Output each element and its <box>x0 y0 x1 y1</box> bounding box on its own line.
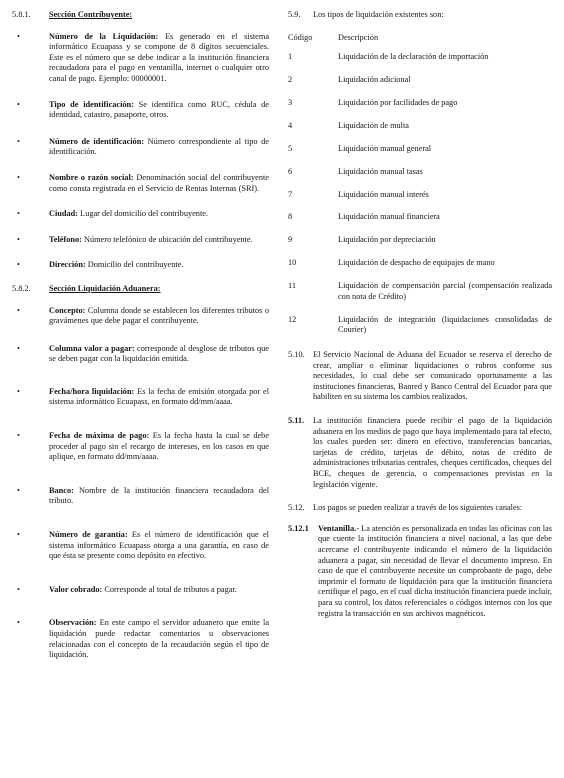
item-body: Domicilio del contribuyente. <box>85 260 184 270</box>
item-text <box>49 32 269 85</box>
item-term: Nombre o razón social: <box>49 172 134 182</box>
bullet-icon: • <box>17 305 20 315</box>
section-title: Sección Liquidación Aduanera: <box>49 283 161 293</box>
list-item <box>12 209 269 220</box>
bullet-icon: • <box>17 99 20 109</box>
item-body: corresponde al desglose de tributos que se deben pagar con la liquidación emitida. <box>49 343 269 364</box>
item-term: Dirección: <box>49 260 86 270</box>
description-cell: Liquidación manual tasas <box>338 166 423 176</box>
table-row <box>288 281 552 314</box>
table-row <box>288 212 552 235</box>
description-cell: Liquidación por depreciación <box>338 235 436 245</box>
table-header-row <box>288 33 552 53</box>
subparagraph-body: La atención es personalizada en todas las oficinas con las que cuente la institución financiera a nivel nacional, a las que debe acercarse el contribuyente indicando el número de la liquidación aduanera a pagar, sin necesidad de llevar el documento impreso. En caso de que el contribuyente necesite un comprobante de pago, debe imprimir el formato de liquidación para que la institución financiera certifique el pago, en el cual dicha institución financiera puede incluir, para su control, los datos referenciales o códigos internos con los que registra la transacción en sus archivos magnéticos. <box>318 523 552 618</box>
item-body: En este campo el servidor aduanero que emite la liquidación puede redactar comentarios u observaciones relacionadas con el concepto de la recaudación según el tipo de liquidación. <box>49 618 269 660</box>
code-cell: 1 <box>288 52 293 62</box>
code-cell: 4 <box>288 120 293 130</box>
description-cell: Liquidación de compensación parcial (compensación realizada con nota de Crédito) <box>338 281 552 301</box>
item-body: Es la fecha de emisión otorgada por el sistema informático Ecuapass, en formato dd/mm/aaaa. <box>49 386 269 407</box>
bullet-icon: • <box>17 584 20 594</box>
code-cell: 6 <box>288 166 293 176</box>
item-term: Número de la Liquidación: <box>49 31 159 41</box>
item-text <box>49 486 269 507</box>
item-term: Número de identificación: <box>49 136 145 146</box>
bullet-icon: • <box>17 485 20 495</box>
left-column <box>12 8 269 661</box>
list-item <box>12 306 269 327</box>
item-body: Es generado en el sistema informático Ecuapass y se compone de 8 dígitos secuenciales. Este es el número que se debe indicar a la institución financiera recaudadora para el pago en ventanilla, internet o cualquier otro canal de pago. Ejemplo: 00000001. <box>49 31 269 83</box>
item-text <box>49 585 269 596</box>
item-text <box>49 306 269 327</box>
section-tipos-heading <box>288 10 552 21</box>
bullet-icon: • <box>17 530 20 540</box>
section-title: Sección Contribuyente: <box>49 10 133 19</box>
item-body: Corresponde al total de tributos a pagar. <box>102 584 237 594</box>
paragraph-5-10 <box>288 350 552 403</box>
list-item <box>12 173 269 194</box>
list-item <box>12 100 269 121</box>
code-cell: 7 <box>288 189 293 199</box>
description-cell: Liquidación por facilidades de pago <box>338 97 458 107</box>
paragraph-5-11 <box>288 416 552 490</box>
header-code: Código <box>288 32 313 42</box>
paragraph-text: Los pagos se pueden realizar a través de los siguientes canales: <box>313 503 523 513</box>
list-item <box>12 235 269 246</box>
item-body: Es la fecha hasta la cual se debe proceder al pago sin el recargo de intereses, en los casos en que aplique, en formato dd/mm/aaaa. <box>49 431 269 462</box>
code-cell: 3 <box>288 97 293 107</box>
paragraph-text: El Servicio Nacional de Aduana del Ecuador se reserva el derecho de crear, ampliar o eliminar liquidaciones o rubros conforme sus necesidades, lo cual debe ser comunicado oportunamente a las instituciones financieras, Banred y Banco Central del Ecuador para que habiliten en su sistema los cambios realizados. <box>313 350 552 402</box>
item-body: Nombre de la institución financiera recaudadora del tributo. <box>49 485 269 506</box>
item-term: Banco: <box>49 485 74 495</box>
list-item <box>12 486 269 507</box>
item-term: Valor cobrado: <box>49 584 103 594</box>
item-text <box>49 173 269 194</box>
section-number: 5.8.1. <box>12 10 31 19</box>
item-term: Observación: <box>49 618 97 628</box>
item-body: Se identifica como RUC, cédula de identidad, catastro, pasaporte, otros. <box>49 99 269 120</box>
table-row <box>288 235 552 258</box>
table-row <box>288 75 552 98</box>
code-cell: 9 <box>288 235 293 245</box>
liquidacion-items-list <box>12 306 269 661</box>
item-body: Lugar del domicilio del contribuyente. <box>78 209 209 219</box>
item-text <box>49 137 269 158</box>
item-text <box>49 260 269 271</box>
item-term: Ciudad: <box>49 209 79 219</box>
table-row <box>288 52 552 75</box>
bullet-icon: • <box>17 234 20 244</box>
item-text <box>49 235 269 246</box>
contribuyente-items-list <box>12 32 269 271</box>
item-term: Columna valor a pagar: <box>49 343 135 353</box>
item-body: Es el número de identificación que el sistema informático Ecuapass otorga a una garantía, en caso de que ésta se presente como depósito en efectivo. <box>49 530 269 561</box>
item-term: Teléfono: <box>49 234 82 244</box>
code-cell: 11 <box>288 281 296 291</box>
item-term: Fecha de máxima de pago: <box>49 431 150 441</box>
item-text <box>49 387 269 408</box>
list-item <box>12 530 269 562</box>
code-cell: 12 <box>288 314 297 324</box>
bullet-icon: • <box>17 431 20 441</box>
section-contribuyente-heading <box>12 10 269 21</box>
table-row <box>288 190 552 213</box>
right-column <box>288 8 552 619</box>
table-row <box>288 167 552 190</box>
description-cell: Liquidación adicional <box>338 75 411 85</box>
section-liquidacion-heading <box>12 284 269 295</box>
item-text <box>49 209 269 220</box>
list-item <box>12 32 269 85</box>
table-row <box>288 98 552 121</box>
list-item <box>12 344 269 365</box>
paragraph-text: La institución financiera puede recibir el pago de la liquidación aduanera en los medios de pago que haya implementado para tal efecto, los cuales pueden ser: dinero en efectivo, transferencias bancarias, tarjetas de crédito, tarjetas de débito, notas de crédito de administraciones tributarias centrales, cheques certificados, cheques del BCE, cheques de gerencia, o compensaciones previstas en la legislación vigente. <box>313 416 552 489</box>
item-term: Número de garantía: <box>49 530 128 540</box>
list-item <box>12 387 269 408</box>
code-cell: 8 <box>288 212 293 222</box>
bullet-icon: • <box>17 209 20 219</box>
bullet-icon: • <box>17 136 20 146</box>
list-item <box>12 585 269 596</box>
bullet-icon: • <box>17 618 20 628</box>
description-cell: Liquidación de multa <box>338 120 409 130</box>
code-cell: 5 <box>288 143 293 153</box>
header-description: Descripción <box>338 32 379 42</box>
paragraph-number: 5.12. <box>288 503 305 513</box>
section-number: 5.9. <box>288 10 301 19</box>
item-text <box>49 344 269 365</box>
table-row <box>288 258 552 281</box>
item-body: Columna donde se establecen los diferentes tributos o gravámenes que debe pagar el contribuyente. <box>49 305 269 326</box>
section-number: 5.8.2. <box>12 283 31 293</box>
subparagraph-text <box>318 524 552 619</box>
paragraph-number: 5.11. <box>288 416 305 426</box>
bullet-icon: • <box>17 260 20 270</box>
item-text <box>49 530 269 562</box>
item-term: Concepto: <box>49 305 86 315</box>
liquidation-types-table <box>288 33 552 348</box>
bullet-icon: • <box>17 343 20 353</box>
description-cell: Liquidación manual interés <box>338 189 429 199</box>
table-row <box>288 144 552 167</box>
subparagraph-term: Ventanilla.- <box>318 523 359 533</box>
item-body: Número telefónico de ubicación del contribuyente. <box>81 234 253 244</box>
item-body: Denominación social del contribuyente como consta registrada en el Servicio de Rentas Internas (SRI). <box>49 172 269 193</box>
paragraph-number: 5.10. <box>288 350 305 360</box>
table-row <box>288 121 552 144</box>
description-cell: Liquidación de la declaración de importación <box>338 52 489 62</box>
subparagraph-5-12-1 <box>288 524 552 619</box>
item-text <box>49 100 269 121</box>
table-row <box>288 315 552 348</box>
paragraph-5-12 <box>288 503 552 514</box>
item-text <box>49 431 269 463</box>
description-cell: Liquidación manual financiera <box>338 212 440 222</box>
bullet-icon: • <box>17 172 20 182</box>
description-cell: Liquidación de despacho de equipajes de mano <box>338 258 495 268</box>
code-cell: 10 <box>288 258 297 268</box>
code-cell: 2 <box>288 75 293 85</box>
section-text: Los tipos de liquidación existentes son: <box>313 10 444 19</box>
subparagraph-number: 5.12.1 <box>288 523 309 533</box>
list-item <box>12 431 269 463</box>
list-item <box>12 137 269 158</box>
item-body: Número correspondiente al tipo de identificación. <box>49 136 269 157</box>
item-term: Tipo de identificación: <box>49 99 134 109</box>
item-term: Fecha/hora liquidación: <box>49 386 135 396</box>
item-text <box>49 618 269 660</box>
description-cell: Liquidación manual general <box>338 143 432 153</box>
bullet-icon: • <box>17 386 20 396</box>
description-cell: Liquidación de integración (liquidaciones consolidadas de Courier) <box>338 314 552 335</box>
bullet-icon: • <box>17 31 20 41</box>
list-item <box>12 260 269 271</box>
list-item <box>12 618 269 660</box>
